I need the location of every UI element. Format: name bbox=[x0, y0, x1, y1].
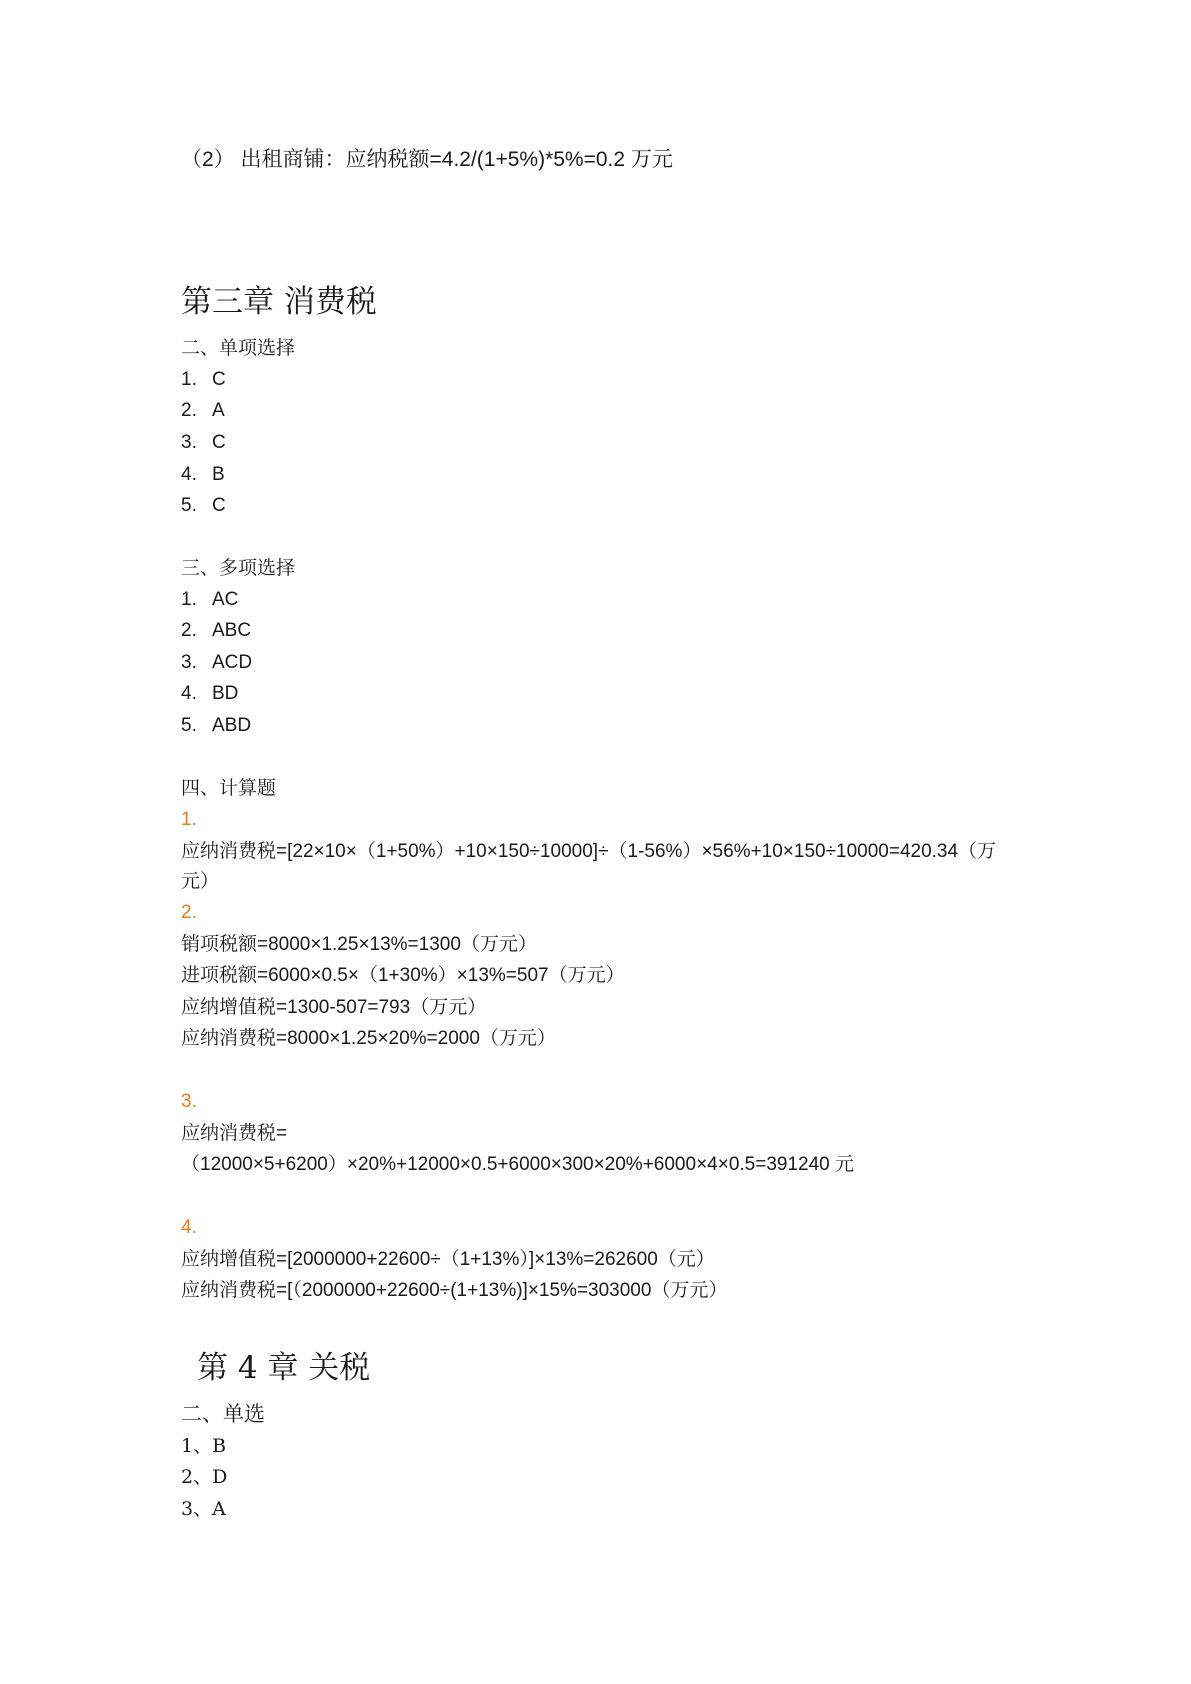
calc-q3-line: 应纳消费税= bbox=[181, 1123, 288, 1144]
ch3-multiple-choice-item bbox=[181, 586, 238, 614]
item-number: 5. bbox=[181, 715, 197, 736]
ch3-single-choice-item bbox=[181, 461, 225, 489]
item-answer: ABC bbox=[212, 620, 252, 641]
chapter-4-title: 第 4 章 关税 bbox=[197, 1350, 371, 1386]
ch3-multiple-choice-heading: 三、多项选择 bbox=[181, 557, 296, 579]
item-answer: C bbox=[212, 369, 226, 390]
ch3-single-choice-item bbox=[181, 397, 225, 425]
item-answer: C bbox=[212, 432, 226, 453]
ch4-single-choice-item: 2、D bbox=[181, 1466, 228, 1488]
item-number: 2. bbox=[181, 400, 197, 421]
calc-q2-line: 进项税额=6000×0.5×（1+30%）×13%=507（万元） bbox=[181, 965, 625, 986]
item-number: 4. bbox=[181, 464, 197, 485]
item-number: 2. bbox=[181, 620, 197, 641]
ch3-multiple-choice-item bbox=[181, 649, 252, 677]
calc-q3-number: 3. bbox=[181, 1091, 197, 1112]
ch3-calculation-heading: 四、计算题 bbox=[181, 777, 277, 799]
item-answer: ACD bbox=[212, 652, 253, 673]
chapter-3-title: 第三章 消费税 bbox=[181, 284, 377, 320]
ch4-single-choice-item: 1、B bbox=[181, 1435, 227, 1457]
item-number: 3. bbox=[181, 652, 197, 673]
item-number: 3. bbox=[181, 432, 197, 453]
calc-q1-line: 元） bbox=[181, 871, 220, 892]
item-answer: BD bbox=[212, 683, 239, 704]
calc-q1-line: 应纳消费税=[22×10×（1+50%）+10×150÷10000]÷（1-56%）×56%+10×150÷10000=420.34（万 bbox=[181, 841, 997, 862]
calc-q4-line: 应纳增值税=[2000000+22600÷（1+13%）]×13%=262600（元） bbox=[181, 1249, 715, 1270]
item-number: 1. bbox=[181, 369, 197, 390]
calc-q2-number: 2. bbox=[181, 902, 197, 923]
ch3-multiple-choice-item bbox=[181, 712, 251, 740]
ch4-single-choice-heading: 二、单选 bbox=[181, 1402, 265, 1426]
item-answer: B bbox=[212, 464, 225, 485]
item-answer: C bbox=[212, 495, 226, 516]
calc-q2-line: 应纳增值税=1300-507=793（万元） bbox=[181, 997, 487, 1018]
ch3-multiple-choice-item bbox=[181, 680, 238, 708]
calc-q2-line: 销项税额=8000×1.25×13%=1300（万元） bbox=[181, 934, 537, 955]
calc-q1-number: 1. bbox=[181, 809, 197, 830]
item-number: 5. bbox=[181, 495, 197, 516]
ch3-single-choice-item bbox=[181, 492, 226, 520]
ch3-single-choice-heading: 二、单项选择 bbox=[181, 337, 296, 359]
rental-shop-line: （2） 出租商铺：应纳税额=4.2/(1+5%)*5%=0.2 万元 bbox=[181, 148, 673, 171]
ch4-single-choice-item: 3、A bbox=[181, 1498, 226, 1520]
item-answer: AC bbox=[212, 589, 239, 610]
ch3-single-choice-item bbox=[181, 366, 226, 394]
calc-q3-line: （12000×5+6200）×20%+12000×0.5+6000×300×20%+6000×4×0.5=391240 元 bbox=[181, 1154, 855, 1175]
item-answer: ABD bbox=[212, 715, 252, 736]
ch3-multiple-choice-item bbox=[181, 617, 251, 645]
ch3-single-choice-item bbox=[181, 429, 226, 457]
item-number: 1. bbox=[181, 589, 197, 610]
calc-q4-number: 4. bbox=[181, 1217, 197, 1238]
calc-q4-line: 应纳消费税=[（2000000+22600÷(1+13%)]×15%=303000（万元） bbox=[181, 1280, 728, 1301]
calc-q2-line: 应纳消费税=8000×1.25×20%=2000（万元） bbox=[181, 1028, 556, 1049]
item-number: 4. bbox=[181, 683, 197, 704]
item-answer: A bbox=[212, 400, 225, 421]
